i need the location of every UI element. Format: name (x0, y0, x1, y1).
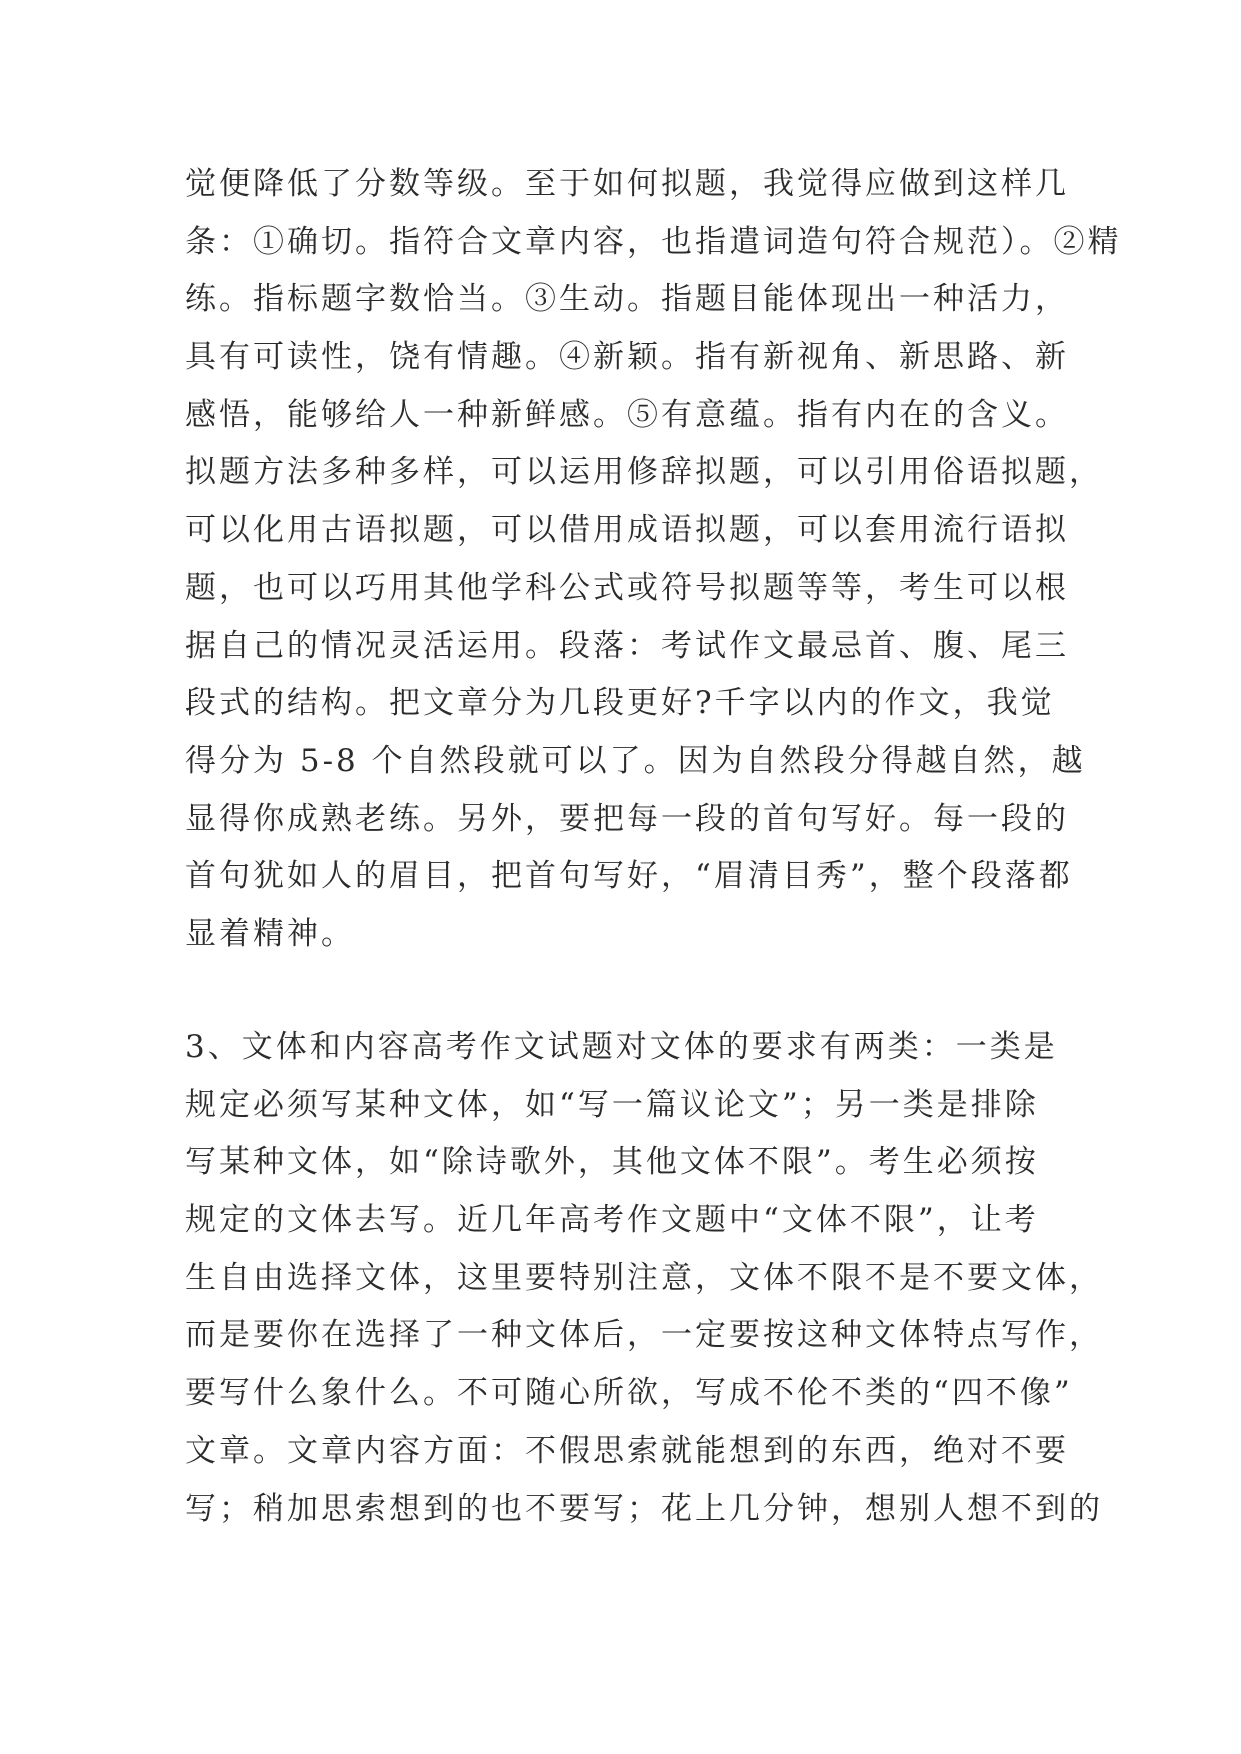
text-line: 题，也可以巧用其他学科公式或符号拟题等等，考生可以根 (185, 569, 1069, 606)
text-line: 要写什么象什么。不可随心所欲，写成不伦不类的“四不像” (185, 1375, 1073, 1412)
text-line: 可以化用古语拟题，可以借用成语拟题，可以套用流行语拟 (185, 512, 1069, 549)
text-line: 感悟，能够给人一种新鲜感。⑤有意蕴。指有内在的含义。 (185, 396, 1069, 433)
text-line: 规定的文体去写。近几年高考作文题中“文体不限”，让考 (185, 1202, 1039, 1239)
text-line: 拟题方法多种多样，可以运用修辞拟题，可以引用俗语拟题， (185, 454, 1103, 491)
text-line: 而是要你在选择了一种文体后，一定要按这种文体特点写作， (185, 1317, 1103, 1354)
text-line: 练。指标题字数恰当。③生动。指题目能体现出一种活力， (185, 281, 1069, 318)
text-line: 生自由选择文体，这里要特别注意，文体不限不是不要文体， (185, 1259, 1103, 1296)
text-line: 写某种文体，如“除诗歌外，其他文体不限”。考生必须按 (185, 1144, 1039, 1181)
text-line: 首句犹如人的眉目，把首句写好，“眉清目秀”，整个段落都 (185, 858, 1073, 895)
text-line: 据自己的情况灵活运用。段落：考试作文最忌首、腹、尾三 (185, 627, 1069, 664)
text-line: 显着精神。 (185, 915, 355, 952)
text-line: 具有可读性，饶有情趣。④新颖。指有新视角、新思路、新 (185, 339, 1069, 376)
paragraph-genre-and-content (185, 1019, 1103, 1538)
text-line: 写；稍加思索想到的也不要写；花上几分钟，想别人想不到的 (185, 1490, 1103, 1527)
text-line: 段式的结构。把文章分为几段更好?千字以内的作文，我觉 (185, 685, 1055, 722)
text-line: 觉便降低了分数等级。至于如何拟题，我觉得应做到这样几 (185, 166, 1069, 202)
text-line: 3、文体和内容高考作文试题对文体的要求有两类：一类是 (185, 1029, 1058, 1065)
paragraph-title-and-structure (185, 156, 1122, 964)
text-line: 条：①确切。指符合文章内容，也指遣词造句符合规范）。②精 (185, 223, 1122, 260)
text-line: 显得你成熟老练。另外，要把每一段的首句写好。每一段的 (185, 800, 1069, 837)
text-line: 文章。文章内容方面：不假思索就能想到的东西，绝对不要 (185, 1432, 1069, 1469)
text-line: 得分为 5-8 个自然段就可以了。因为自然段分得越自然，越 (185, 742, 1086, 779)
text-line: 规定必须写某种文体，如“写一篇议论文”；另一类是排除 (185, 1086, 1039, 1123)
